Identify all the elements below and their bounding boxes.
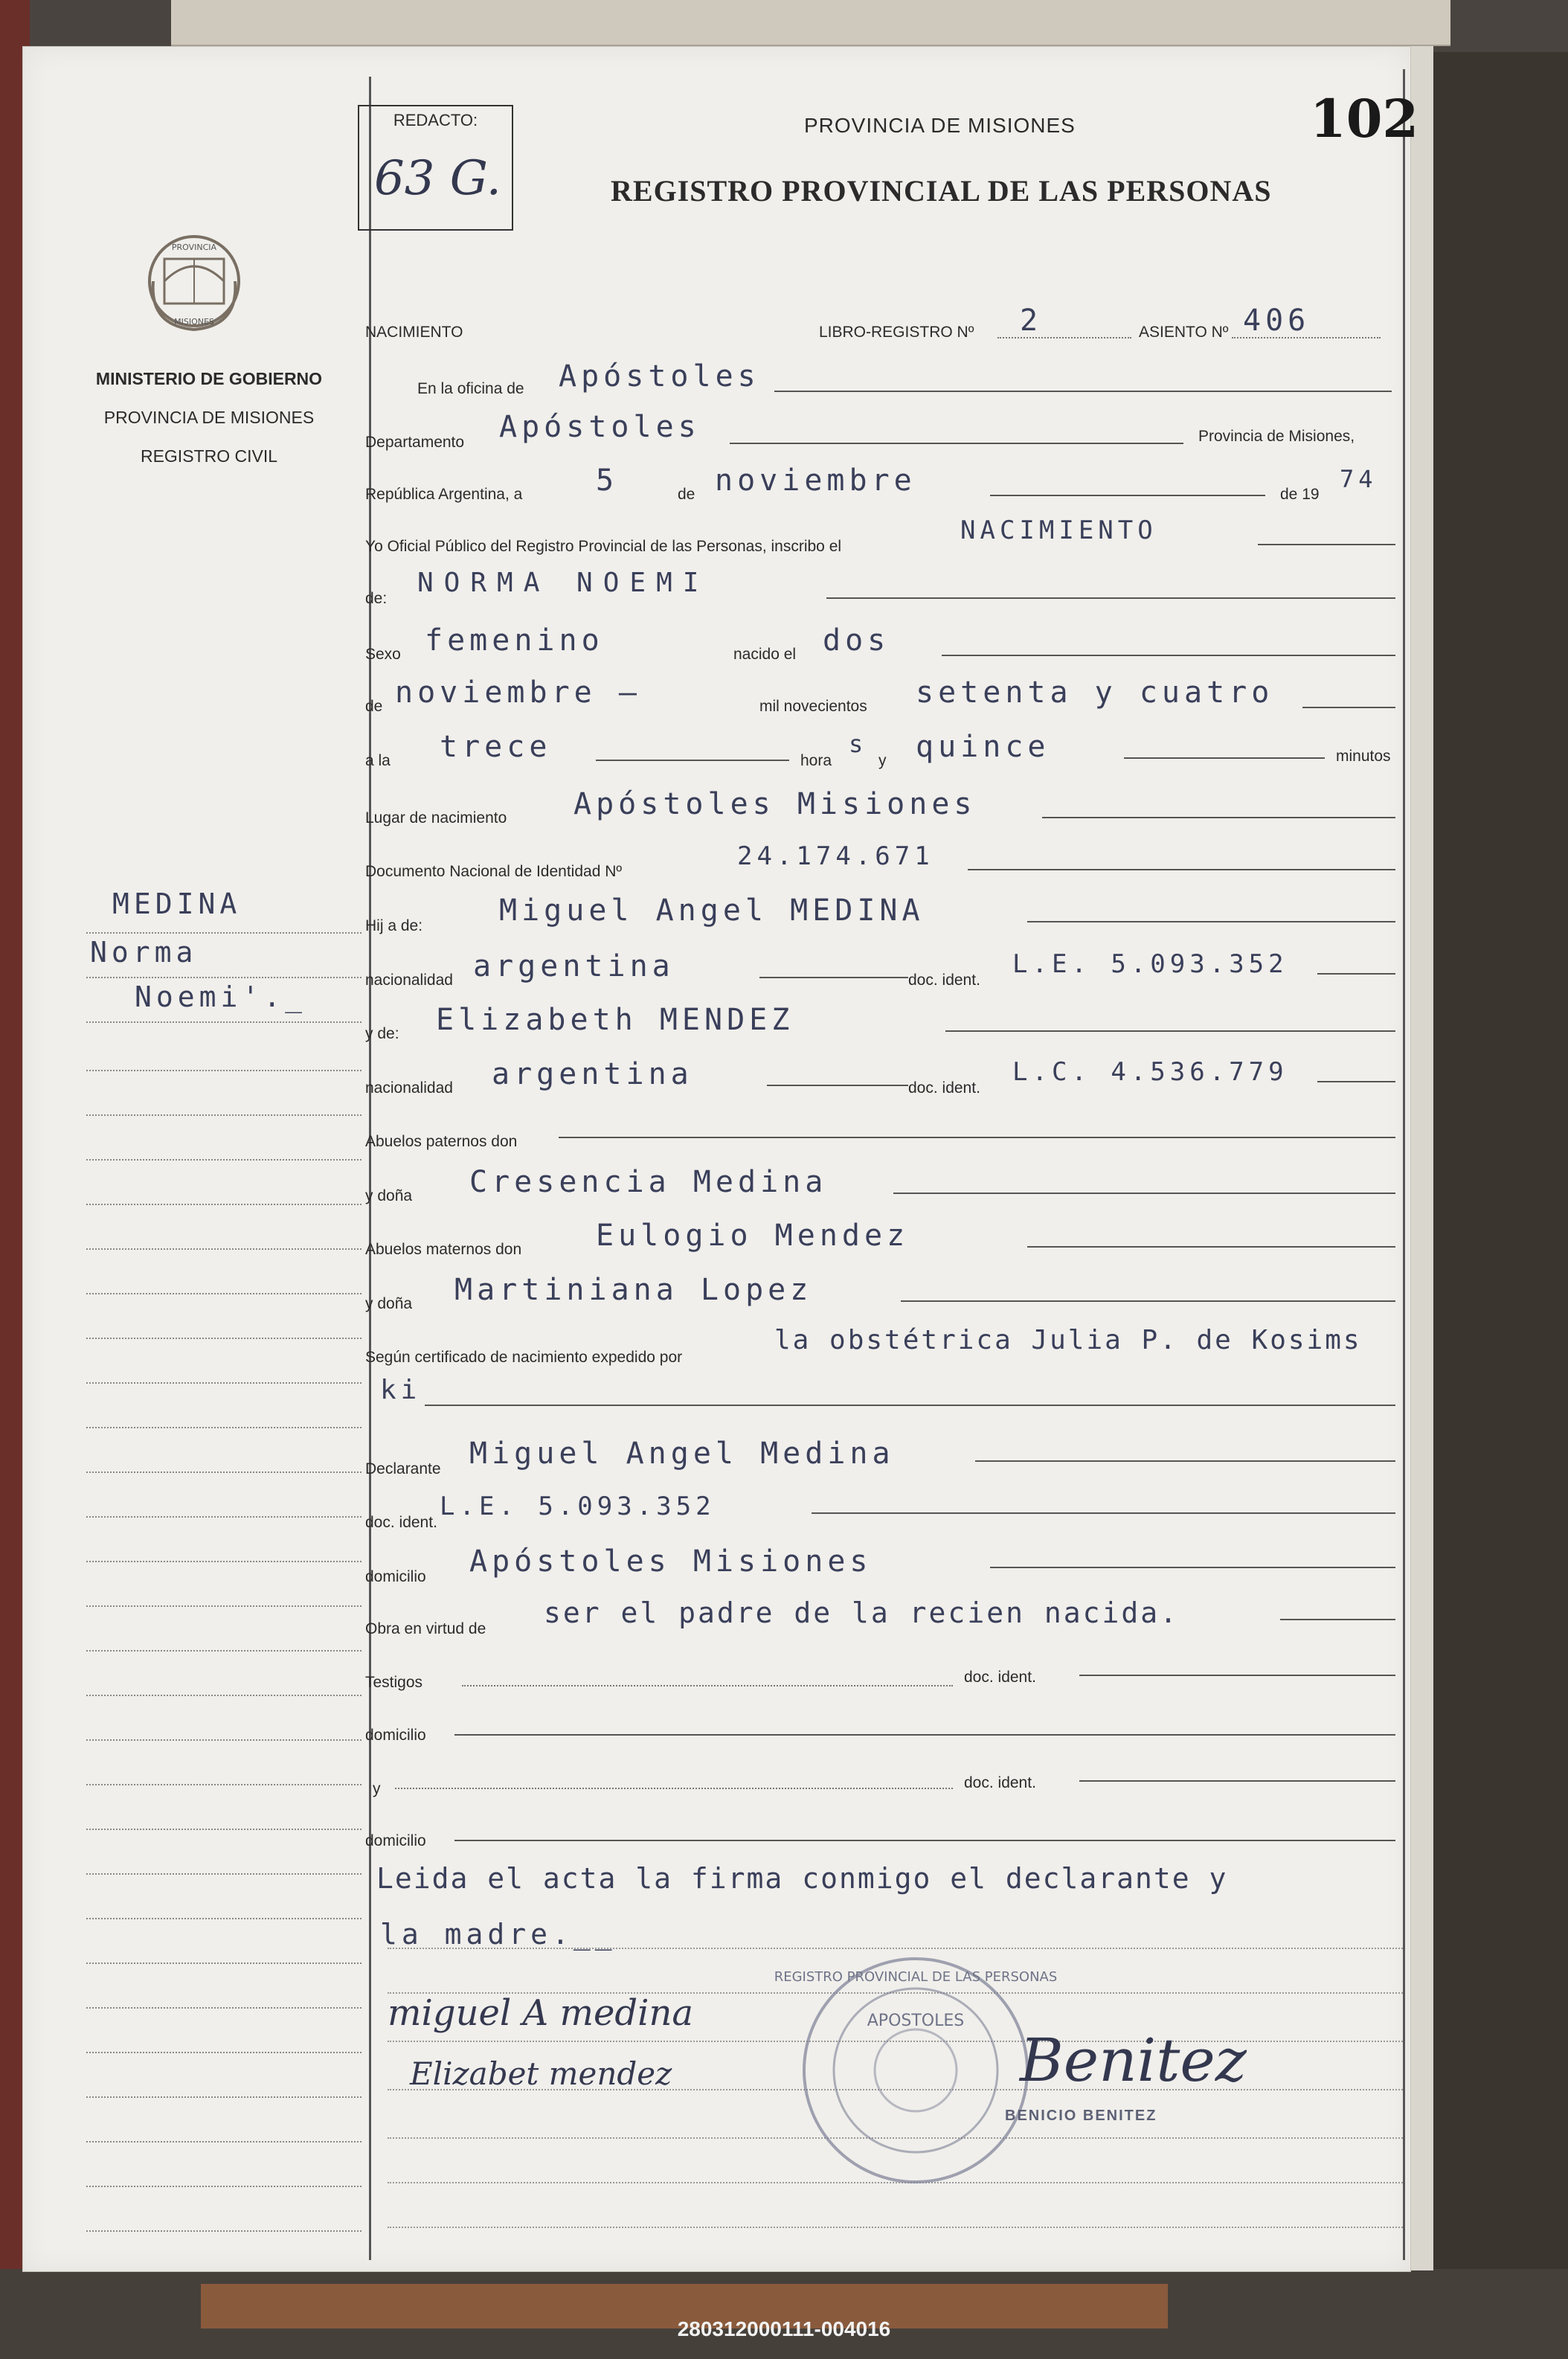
domicilio-value: Apóstoles Misiones [469,1544,873,1579]
ydona1-value: Cresencia Medina [469,1165,828,1199]
lugar-label: Lugar de nacimiento [365,809,507,827]
domicilio2-label: domicilio [365,1727,426,1744]
doc1-value: L.E. 5.093.352 [1012,949,1288,979]
dni-label: Documento Nacional de Identidad Nº [365,863,623,880]
cert-value2: ki [380,1375,422,1405]
type-label: NACIMIENTO [365,324,463,341]
abp-label: Abuelos paternos don [365,1133,518,1150]
libro-label: LIBRO-REGISTRO Nº [819,324,974,341]
asiento-value: 406 [1243,304,1311,338]
redacto-label: REDACTO: [393,111,478,129]
mother-value: Elizabeth MENDEZ [436,1003,794,1037]
oficial-text: Yo Oficial Público del Registro Provincial de las Personas, inscribo el [365,538,842,555]
nac1-value: argentina [473,949,675,983]
de2-label: de [365,698,383,715]
obra-value: ser el padre de la recien nacida. [544,1596,1179,1629]
ydona2-label: y doña [365,1295,413,1312]
republica-label: República Argentina, a [365,486,523,503]
year-label: de 19 [1280,486,1320,503]
docd-value: L.E. 5.093.352 [440,1492,716,1521]
hija-label: Hij a de: [365,917,423,934]
doct2-label: doc. ident. [964,1774,1036,1791]
doc1-label: doc. ident. [908,972,980,989]
hs-value: s [849,730,868,758]
ydona1-label: y doña [365,1187,413,1204]
page-fold [1410,46,1433,2270]
docd-label: doc. ident. [365,1514,437,1531]
margin-given1: Norma [90,936,198,969]
nac1-label: nacionalidad [365,972,453,989]
book-top-edge [0,0,1568,52]
stamp-ring-text: REGISTRO PROVINCIAL DE LAS PERSONAS [774,1969,1058,1985]
seal-bottom-text: MISIONES [174,317,214,327]
seal-top-text: PROVINCIA [171,243,217,252]
name-value: NORMA NOEMI [417,568,710,598]
libro-value: 2 [1020,304,1043,338]
declarante-value: Miguel Angel Medina [469,1437,895,1471]
domicilio-label: domicilio [365,1568,426,1585]
name-label: de: [365,590,388,607]
domicilio3-label: domicilio [365,1832,426,1849]
min-value: quince [916,730,1050,764]
mil-label: mil novecientos [759,698,867,715]
provincial-seal-icon [142,229,246,341]
asiento-label: ASIENTO Nº [1139,324,1229,341]
margin-given2: Noemi'._ [135,980,307,1013]
father-value: Miguel Angel MEDINA [499,893,925,928]
nac2-value: argentina [492,1057,693,1091]
day-value: 5 [596,463,619,498]
abm-value: Eulogio Mendez [596,1219,910,1253]
provincia-suffix: Provincia de Misiones, [1198,428,1355,445]
image-id: 280312000111-004016 [677,2317,891,2340]
book-bottom-edge [0,2269,1568,2359]
signature-father: miguel A medina [388,1992,693,2034]
ala-label: a la [365,752,391,769]
cert-label: Según certificado de nacimiento expedido por [365,1349,683,1366]
sexo-label: Sexo [365,646,401,663]
departamento-value: Apóstoles [499,410,701,444]
signature-mother: Elizabet mendez [410,2055,672,2092]
stamp-center-text: APOSTOLES [867,2012,965,2030]
oficial-value: NACIMIENTO [960,516,1157,545]
y2-label: y [373,1780,381,1797]
obra-label: Obra en virtud de [365,1620,486,1637]
registry-heading: REGISTRO PROVINCIAL DE LAS PERSONAS [611,174,1272,208]
cert-value: la obstétrica Julia P. de Kosims [774,1325,1362,1355]
ydona2-value: Martiniana Lopez [454,1273,813,1307]
testigos-label: Testigos [365,1674,423,1691]
registry-stamp-icon [774,1951,1058,2189]
declarante-label: Declarante [365,1460,441,1477]
ministry-block [68,359,350,475]
doct-label: doc. ident. [964,1669,1036,1686]
minutos-label: minutos [1336,748,1391,765]
ministry-line1: MINISTERIO DE GOBIERNO [95,369,323,388]
margin-surname: MEDINA [112,888,242,920]
official-stamp-text: BENICIO BENITEZ [1005,2108,1157,2124]
nacido-label: nacido el [733,646,797,663]
register-page [22,46,1419,2272]
nacido-value: dos [823,623,890,658]
month-value: noviembre [715,463,916,498]
right-border [1403,69,1405,2260]
oficina-value: Apóstoles [559,359,760,394]
abm-label: Abuelos maternos don [365,1241,522,1258]
y-label: y [878,752,887,769]
hora-value: trece [440,730,552,764]
de-label: de [678,486,695,503]
dni-value: 24.174.671 [737,841,934,871]
doc2-value: L.C. 4.536.779 [1012,1057,1288,1087]
doc2-label: doc. ident. [908,1079,980,1097]
signature-official: Benitez [1020,2026,1247,2095]
sexo-value: femenino [425,623,604,658]
redacto-value: 63 G. [374,151,501,206]
province-heading: PROVINCIA DE MISIONES [804,114,1076,137]
page-stack-edge [171,0,1450,46]
nac2-label: nacionalidad [365,1079,453,1097]
departamento-label: Departamento [365,434,465,451]
mil-value: setenta y cuatro [916,675,1274,710]
margin-divider [369,77,371,2260]
year-value: 74 [1340,465,1378,493]
oficina-label: En la oficina de [417,380,524,397]
hora-label: hora [800,752,832,769]
redacto-box [358,105,513,231]
page-number: 102 [1310,88,1419,150]
lugar-value: Apóstoles Misiones [573,787,977,821]
month2-value: noviembre — [395,675,641,710]
closing-line2: la madre.__ [380,1918,617,1951]
ministry-line3: REGISTRO CIVIL [140,446,278,466]
yde-label: y de: [365,1025,399,1042]
ministry-line2: PROVINCIA DE MISIONES [103,408,315,427]
closing-line1: Leida el acta la firma conmigo el declarante y [376,1862,1228,1895]
